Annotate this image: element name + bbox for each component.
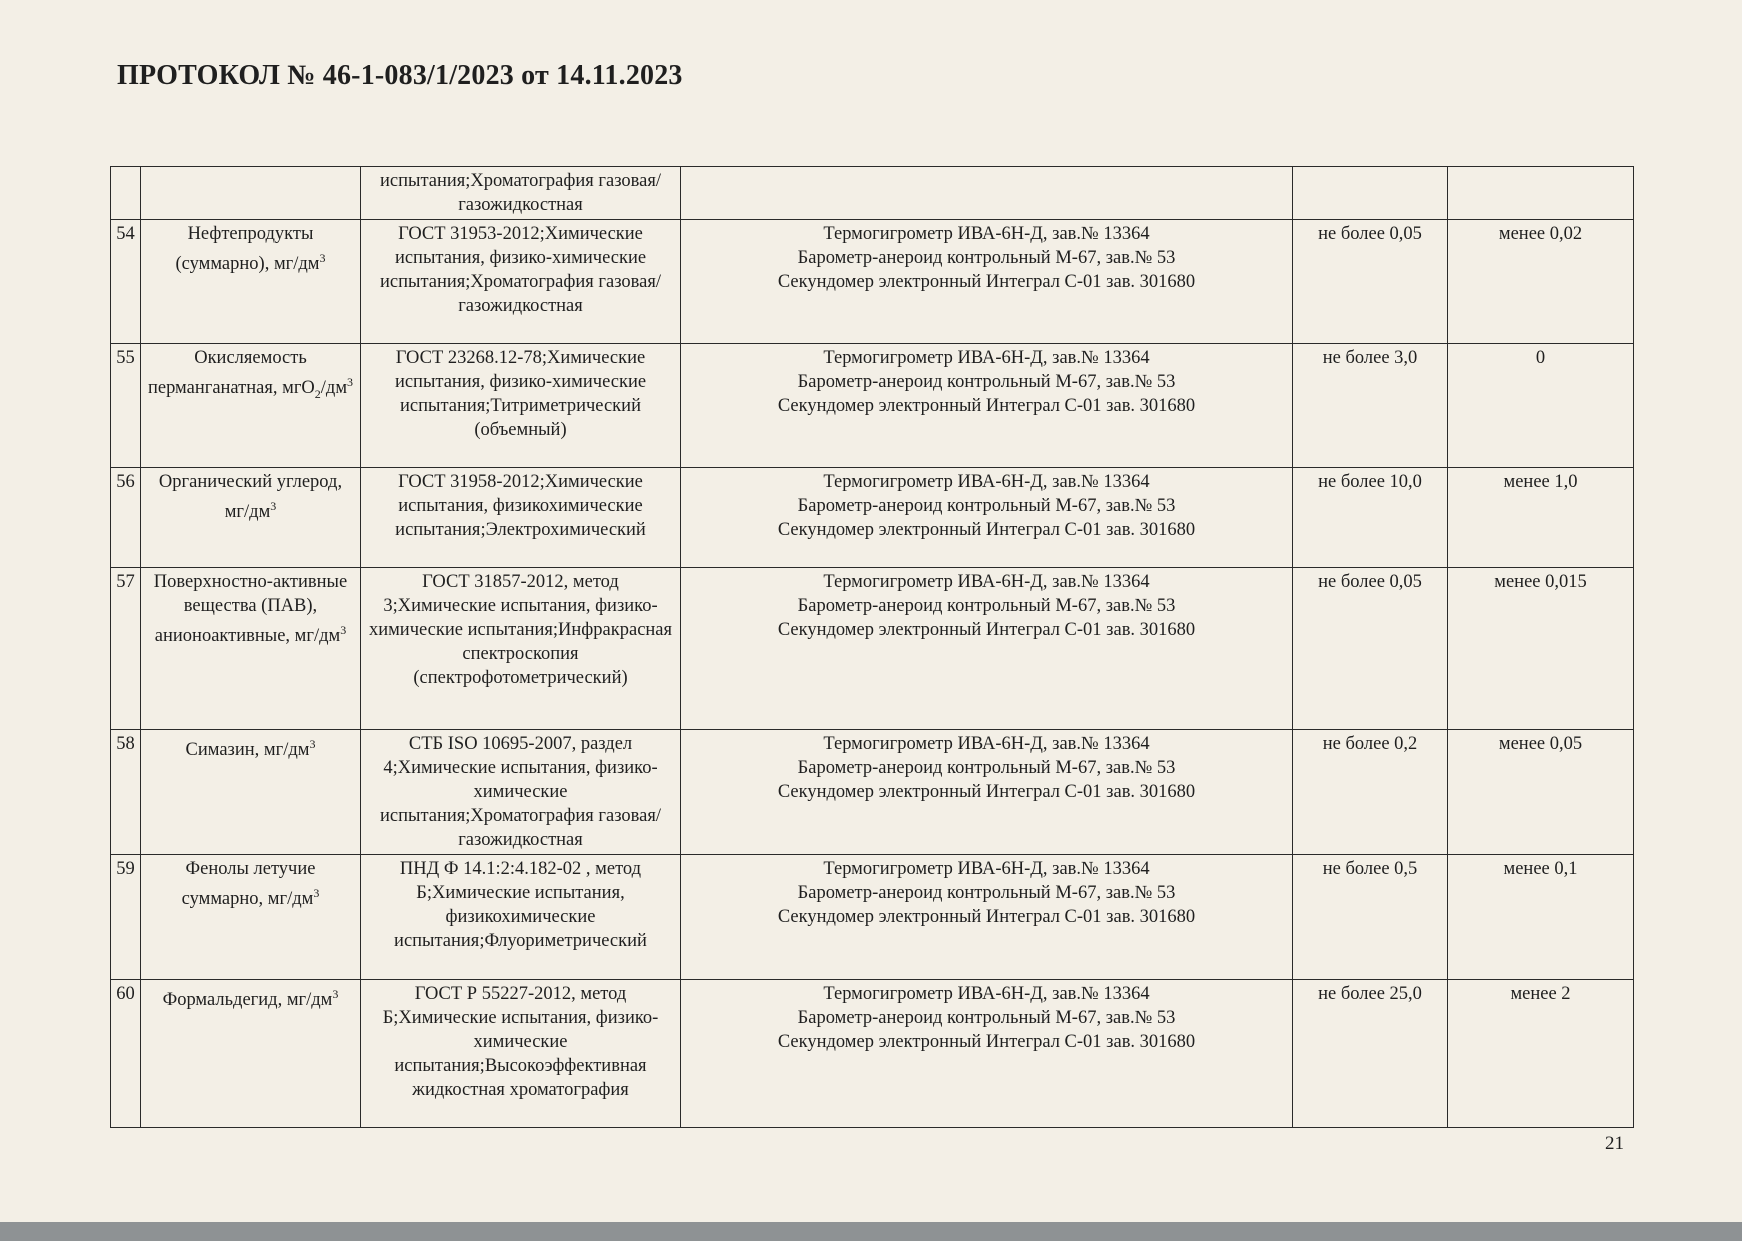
- cell-num: 56: [111, 468, 141, 568]
- cell-method: ГОСТ 23268.12-78;Химические испытания, физико-химические испытания;Титриметрический (объемный): [361, 344, 681, 468]
- table-row: [111, 980, 1634, 1128]
- cell-result: менее 0,1: [1448, 855, 1634, 980]
- equipment-line: Барометр-анероид контрольный М-67, зав.№ 53: [797, 496, 1176, 516]
- indicator-text: Окисляемость перманганатная, мгО: [147, 348, 315, 399]
- cell-result: менее 2: [1448, 980, 1634, 1128]
- protocol-title: ПРОТОКОЛ № 46-1-083/1/2023 от 14.11.2023: [117, 60, 683, 91]
- equipment-line: Барометр-анероид контрольный М-67, зав.№ 53: [797, 248, 1176, 268]
- cell-result: 0: [1448, 344, 1634, 468]
- cell-equipment: [681, 980, 1293, 1128]
- indicator-subscript: 2: [314, 386, 321, 401]
- cell-norm: не более 10,0: [1293, 468, 1448, 568]
- table-row: [111, 220, 1634, 344]
- cell-norm: не более 25,0: [1293, 980, 1448, 1128]
- cell-norm: не более 0,05: [1293, 568, 1448, 730]
- cell-indicator: [141, 220, 361, 344]
- cell-indicator: [141, 344, 361, 468]
- indicator-superscript: 3: [313, 886, 320, 900]
- cell-indicator: [141, 730, 361, 855]
- equipment-line: Термогигрометр ИВА-6Н-Д, зав.№ 13364: [823, 472, 1150, 492]
- table-row: [111, 568, 1634, 730]
- cell-equipment: [681, 568, 1293, 730]
- cell-norm: не более 0,5: [1293, 855, 1448, 980]
- equipment-line: Термогигрометр ИВА-6Н-Д, зав.№ 13364: [823, 348, 1150, 368]
- cell-result: менее 0,05: [1448, 730, 1634, 855]
- cell-num: 58: [111, 730, 141, 855]
- cell-norm: не более 0,05: [1293, 220, 1448, 344]
- equipment-line: Термогигрометр ИВА-6Н-Д, зав.№ 13364: [823, 984, 1150, 1004]
- table-row: [111, 344, 1634, 468]
- cell-num: [111, 167, 141, 220]
- cell-method: ГОСТ 31953-2012;Химические испытания, физико-химические испытания;Хроматография газовая/газожидкостная: [361, 220, 681, 344]
- cell-indicator: [141, 980, 361, 1128]
- cell-equipment: [681, 730, 1293, 855]
- indicator-text: Фенолы летучие суммарно, мг/дм: [181, 859, 316, 910]
- page-number: 21: [1605, 1133, 1624, 1154]
- equipment-line: Секундомер электронный Интеграл С-01 зав. 301680: [777, 272, 1196, 292]
- cell-result: менее 0,015: [1448, 568, 1634, 730]
- cell-equipment: [681, 855, 1293, 980]
- cell-equipment: [681, 220, 1293, 344]
- equipment-line: Барометр-анероид контрольный М-67, зав.№ 53: [797, 372, 1176, 392]
- equipment-line: Секундомер электронный Интеграл С-01 зав. 301680: [777, 520, 1196, 540]
- cell-equipment: [681, 344, 1293, 468]
- indicator-superscript: 3: [340, 623, 347, 637]
- table-row: [111, 730, 1634, 855]
- equipment-line: Секундомер электронный Интеграл С-01 зав. 301680: [777, 782, 1196, 802]
- indicator-superscript: 3: [309, 737, 316, 751]
- cell-method: ПНД Ф 14.1:2:4.182-02 , метод Б;Химические испытания, физикохимические испытания;Флуориметрический: [361, 855, 681, 980]
- cell-method: ГОСТ 31958-2012;Химические испытания, физикохимические испытания;Электрохимический: [361, 468, 681, 568]
- indicator-superscript: 3: [332, 987, 339, 1001]
- equipment-line: Барометр-анероид контрольный М-67, зав.№ 53: [797, 596, 1176, 616]
- cell-indicator: [141, 167, 361, 220]
- table-row: [111, 855, 1634, 980]
- cell-num: 54: [111, 220, 141, 344]
- cell-num: 55: [111, 344, 141, 468]
- cell-norm: [1293, 167, 1448, 220]
- table-row-continuation: [111, 167, 1634, 220]
- indicator-unit-tail: /дм: [320, 378, 348, 399]
- cell-num: 57: [111, 568, 141, 730]
- cell-indicator: [141, 855, 361, 980]
- equipment-line: Секундомер электронный Интеграл С-01 зав. 301680: [777, 396, 1196, 416]
- equipment-line: Термогигрометр ИВА-6Н-Д, зав.№ 13364: [823, 734, 1150, 754]
- equipment-line: Барометр-анероид контрольный М-67, зав.№ 53: [797, 1008, 1176, 1028]
- equipment-line: Термогигрометр ИВА-6Н-Д, зав.№ 13364: [823, 572, 1150, 592]
- equipment-line: Секундомер электронный Интеграл С-01 зав. 301680: [777, 907, 1196, 927]
- equipment-line: Барометр-анероид контрольный М-67, зав.№ 53: [797, 883, 1176, 903]
- cell-num: 60: [111, 980, 141, 1128]
- equipment-line: Секундомер электронный Интеграл С-01 зав. 301680: [777, 620, 1196, 640]
- results-table: [110, 166, 1634, 1128]
- equipment-line: Барометр-анероид контрольный М-67, зав.№ 53: [797, 758, 1176, 778]
- cell-method: СТБ ISO 10695-2007, раздел 4;Химические испытания, физико-химические испытания;Хроматография газовая/газожидкостная: [361, 730, 681, 855]
- equipment-line: Секундомер электронный Интеграл С-01 зав. 301680: [777, 1032, 1196, 1052]
- indicator-superscript: 3: [347, 375, 354, 389]
- scan-bottom-edge: [0, 1222, 1742, 1241]
- equipment-line: Термогигрометр ИВА-6Н-Д, зав.№ 13364: [823, 859, 1150, 879]
- cell-method: ГОСТ 31857-2012, метод 3;Химические испытания, физико-химические испытания;Инфракрасная спектроскопия (спектрофотометрический): [361, 568, 681, 730]
- indicator-superscript: 3: [270, 499, 277, 513]
- cell-num: 59: [111, 855, 141, 980]
- indicator-superscript: 3: [319, 251, 326, 265]
- cell-method: ГОСТ Р 55227-2012, метод Б;Химические испытания, физико-химические испытания;Высокоэффективная жидкостная хроматография: [361, 980, 681, 1128]
- cell-indicator: [141, 468, 361, 568]
- cell-indicator: [141, 568, 361, 730]
- cell-norm: не более 3,0: [1293, 344, 1448, 468]
- indicator-text: Симазин, мг/дм: [185, 740, 310, 761]
- cell-norm: не более 0,2: [1293, 730, 1448, 855]
- indicator-text: Поверхностно-активные вещества (ПАВ), анионоактивные, мг/дм: [153, 572, 348, 647]
- cell-result: менее 1,0: [1448, 468, 1634, 568]
- indicator-text: Нефтепродукты (суммарно), мг/дм: [175, 224, 320, 275]
- cell-result: [1448, 167, 1634, 220]
- cell-method: испытания;Хроматография газовая/газожидкостная: [361, 167, 681, 220]
- cell-equipment: [681, 468, 1293, 568]
- table-row: [111, 468, 1634, 568]
- cell-equipment: [681, 167, 1293, 220]
- indicator-text: Органический углерод, мг/дм: [158, 472, 343, 523]
- cell-result: менее 0,02: [1448, 220, 1634, 344]
- equipment-line: Термогигрометр ИВА-6Н-Д, зав.№ 13364: [823, 224, 1150, 244]
- results-table-body: [111, 167, 1634, 1128]
- indicator-text: Формальдегид, мг/дм: [162, 990, 333, 1011]
